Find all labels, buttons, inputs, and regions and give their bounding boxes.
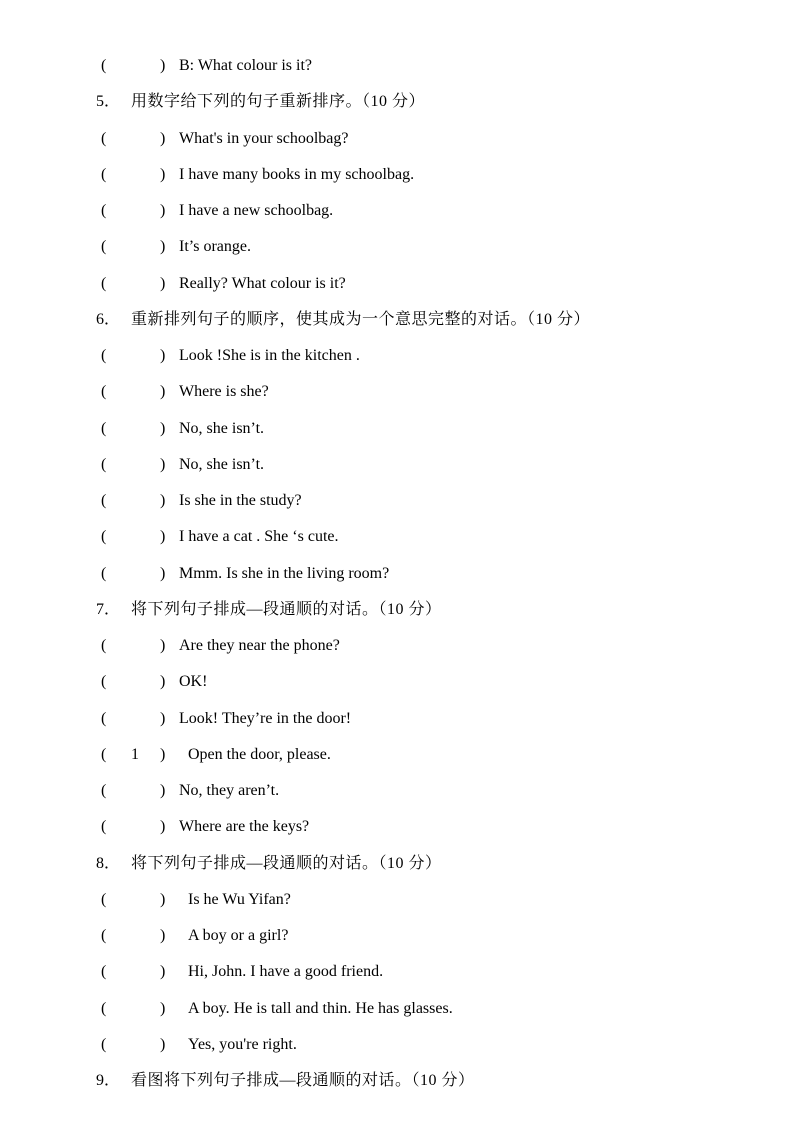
sentence-text: I have a cat . She ‘s cute. <box>179 528 339 545</box>
sentence-text: Where is she? <box>179 383 269 400</box>
answer-blank-close: ) <box>160 891 166 908</box>
answer-blank-open: ( <box>101 746 107 763</box>
ordering-item <box>0 888 794 912</box>
ordering-item <box>0 634 794 658</box>
sentence-text: A boy or a girl? <box>188 927 289 944</box>
answer-blank-close: ) <box>160 818 166 835</box>
ordering-item <box>0 380 794 404</box>
answer-blank-close: ) <box>160 130 166 147</box>
answer-blank-open: ( <box>101 57 107 74</box>
ordering-item <box>0 743 794 767</box>
ordering-item <box>0 815 794 839</box>
answer-blank-open: ( <box>101 528 107 545</box>
answer-blank-close: ) <box>160 1000 166 1017</box>
answer-blank-open: ( <box>101 492 107 509</box>
answer-blank-close: ) <box>160 238 166 255</box>
answer-blank-open: ( <box>101 782 107 799</box>
question-instruction: 看图将下列句子排成—段通顺的对话。（10 分） <box>131 1072 475 1089</box>
answer-blank-open: ( <box>101 456 107 473</box>
sentence-text: No, they aren’t. <box>179 782 280 799</box>
sentence-text: Look! They’re in the door! <box>179 710 352 727</box>
ordering-item <box>0 489 794 513</box>
ordering-item <box>0 1033 794 1057</box>
answer-blank-open: ( <box>101 166 107 183</box>
ordering-item <box>0 272 794 296</box>
sentence-text: I have many books in my schoolbag. <box>179 166 415 183</box>
answer-blank-close: ) <box>160 565 166 582</box>
answer-blank-close: ) <box>160 166 166 183</box>
ordering-item <box>0 163 794 187</box>
answer-blank-close: ) <box>160 57 166 74</box>
question-heading <box>0 598 794 622</box>
ordering-item <box>0 199 794 223</box>
answer-blank-close: ) <box>160 927 166 944</box>
sentence-text: Where are the keys? <box>179 818 310 835</box>
answer-blank-open: ( <box>101 383 107 400</box>
answer-blank-close: ) <box>160 782 166 799</box>
answer-blank-close: ) <box>160 710 166 727</box>
question-instruction: 将下列句子排成—段通顺的对话。（10 分） <box>131 855 442 872</box>
answer-blank-close: ) <box>160 492 166 509</box>
sentence-text: Mmm. Is she in the living room? <box>179 565 390 582</box>
question-heading <box>0 308 794 332</box>
answer-blank-open: ( <box>101 347 107 364</box>
answer-blank-open: ( <box>101 927 107 944</box>
question-number: 8． <box>96 855 121 872</box>
answer-blank-open: ( <box>101 710 107 727</box>
ordering-item <box>0 707 794 731</box>
ordering-item <box>0 924 794 948</box>
answer-blank-open: ( <box>101 565 107 582</box>
question-number: 9． <box>96 1072 121 1089</box>
question-heading <box>0 90 794 114</box>
answer-blank-close: ) <box>160 673 166 690</box>
sentence-text: Hi, John. I have a good friend. <box>188 963 384 980</box>
answer-blank-open: ( <box>101 673 107 690</box>
answer-blank-open: ( <box>101 238 107 255</box>
question-heading <box>0 852 794 876</box>
sentence-text: Open the door, please. <box>188 746 331 763</box>
sentence-text: No, she isn’t. <box>179 420 265 437</box>
answer-blank[interactable]: 1 <box>131 746 139 763</box>
answer-blank-open: ( <box>101 963 107 980</box>
sentence-text: I have a new schoolbag. <box>179 202 334 219</box>
ordering-item <box>0 525 794 549</box>
answer-blank-close: ) <box>160 420 166 437</box>
answer-blank-open: ( <box>101 202 107 219</box>
ordering-item <box>0 960 794 984</box>
answer-blank-close: ) <box>160 528 166 545</box>
answer-blank-close: ) <box>160 456 166 473</box>
sentence-text: Look !She is in the kitchen . <box>179 347 360 364</box>
ordering-item <box>0 997 794 1021</box>
answer-blank-close: ) <box>160 1036 166 1053</box>
answer-blank-close: ) <box>160 963 166 980</box>
answer-blank-close: ) <box>160 637 166 654</box>
answer-blank-open: ( <box>101 818 107 835</box>
question-number: 6． <box>96 311 121 328</box>
sentence-text: OK! <box>179 673 208 690</box>
sentence-text: B: What colour is it? <box>179 57 313 74</box>
question-instruction: 将下列句子排成—段通顺的对话。（10 分） <box>131 601 442 618</box>
question-instruction: 用数字给下列的句子重新排序。（10 分） <box>131 93 426 110</box>
answer-blank-close: ) <box>160 275 166 292</box>
sentence-text: Is she in the study? <box>179 492 302 509</box>
answer-blank-close: ) <box>160 347 166 364</box>
sentence-text: Really? What colour is it? <box>179 275 346 292</box>
ordering-item <box>0 417 794 441</box>
sentence-text: A boy. He is tall and thin. He has glasses. <box>188 1000 453 1017</box>
answer-blank-open: ( <box>101 1000 107 1017</box>
answer-blank-open: ( <box>101 275 107 292</box>
ordering-item <box>0 562 794 586</box>
sentence-text: What's in your schoolbag? <box>179 130 349 147</box>
ordering-item <box>0 54 794 78</box>
sentence-text: No, she isn’t. <box>179 456 265 473</box>
answer-blank-close: ) <box>160 383 166 400</box>
question-heading <box>0 1069 794 1093</box>
answer-blank-open: ( <box>101 1036 107 1053</box>
ordering-item <box>0 670 794 694</box>
answer-blank-open: ( <box>101 130 107 147</box>
answer-blank-open: ( <box>101 637 107 654</box>
question-number: 7． <box>96 601 121 618</box>
ordering-item <box>0 344 794 368</box>
ordering-item <box>0 127 794 151</box>
answer-blank-close: ) <box>160 746 166 763</box>
sentence-text: Is he Wu Yifan? <box>188 891 291 908</box>
sentence-text: It’s orange. <box>179 238 251 255</box>
ordering-item <box>0 453 794 477</box>
ordering-item <box>0 779 794 803</box>
answer-blank-open: ( <box>101 891 107 908</box>
sentence-text: Are they near the phone? <box>179 637 340 654</box>
answer-blank-open: ( <box>101 420 107 437</box>
ordering-item <box>0 235 794 259</box>
question-number: 5． <box>96 93 121 110</box>
sentence-text: Yes, you're right. <box>188 1036 297 1053</box>
question-instruction: 重新排列句子的顺序，使其成为一个意思完整的对话。（10 分） <box>131 311 591 328</box>
answer-blank-close: ) <box>160 202 166 219</box>
